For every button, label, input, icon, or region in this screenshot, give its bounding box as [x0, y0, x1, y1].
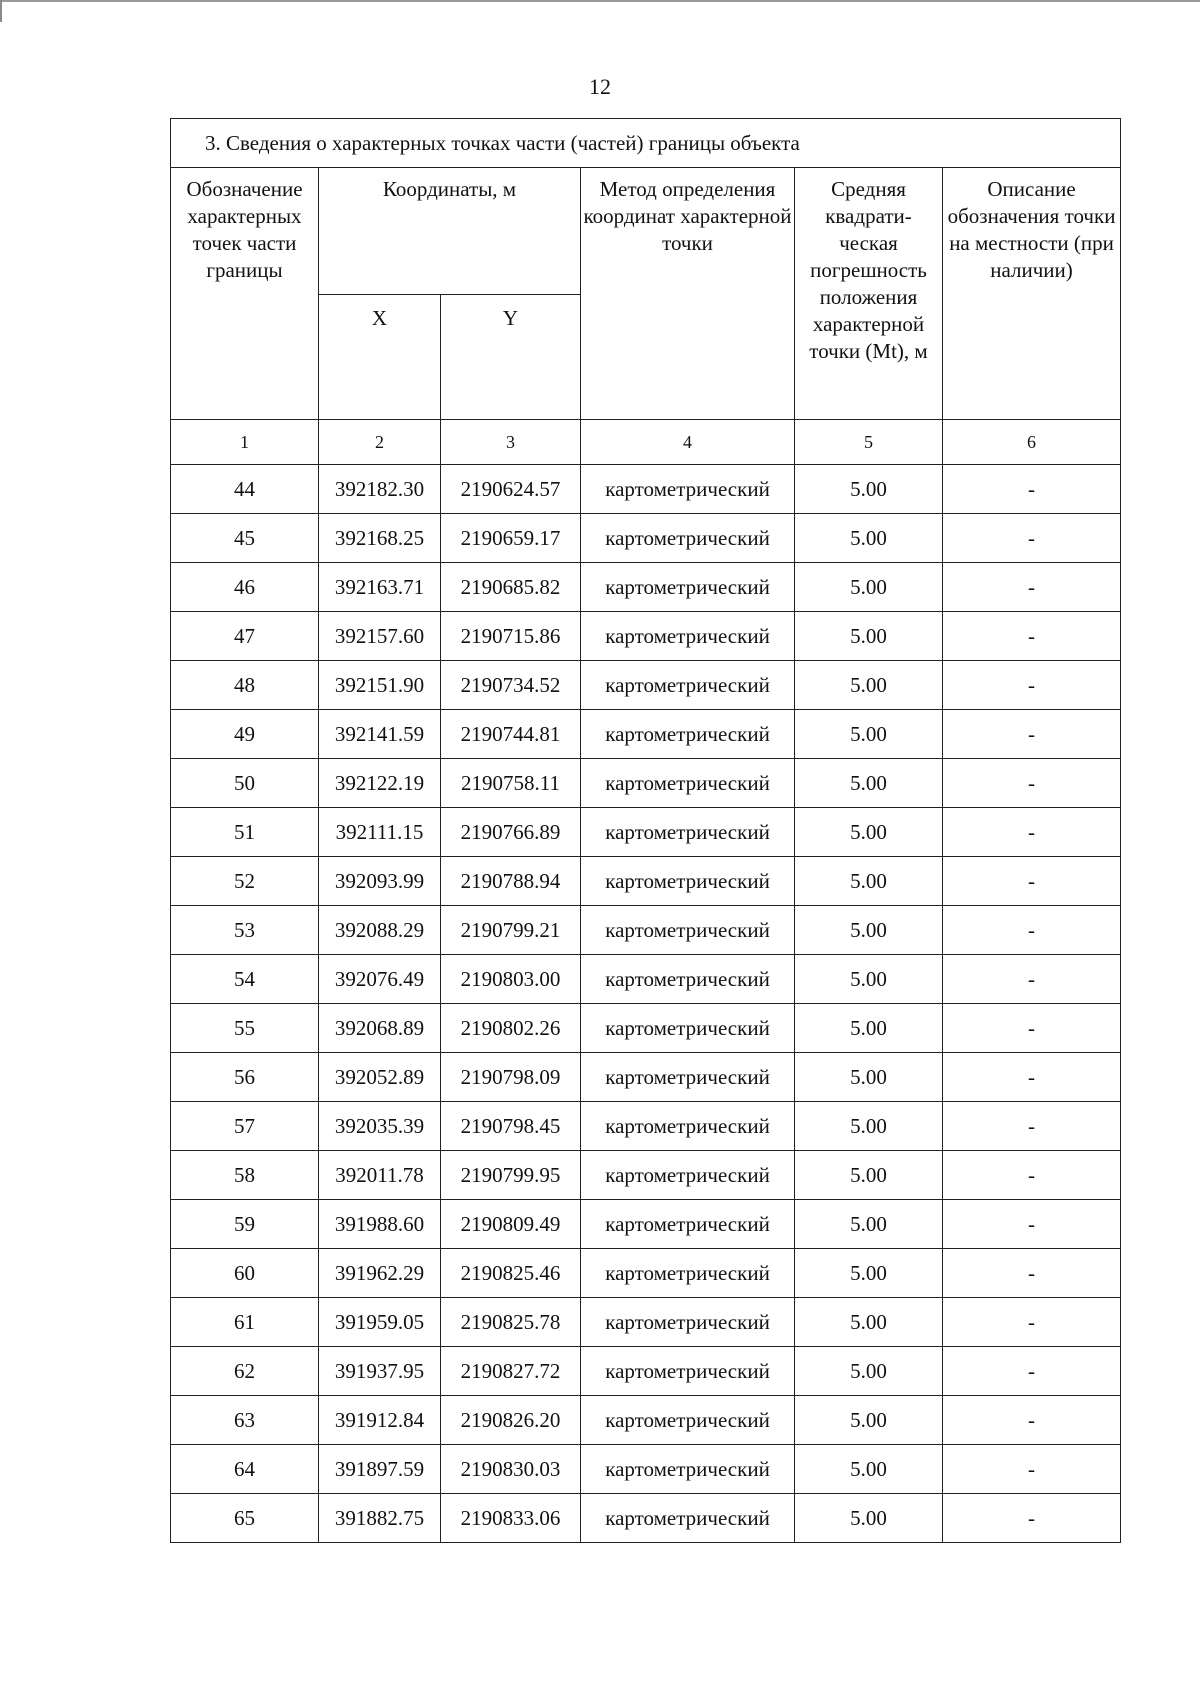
method-cell: картометрический	[581, 759, 795, 808]
column-number: 4	[581, 420, 795, 465]
description-cell: -	[943, 710, 1121, 759]
point-number-cell: 62	[171, 1347, 319, 1396]
boundary-points-table	[170, 118, 1121, 1543]
method-cell: картометрический	[581, 808, 795, 857]
point-number-cell: 48	[171, 661, 319, 710]
x-coordinate-cell: 392157.60	[319, 612, 441, 661]
table-row	[171, 759, 1121, 808]
table-row	[171, 563, 1121, 612]
method-cell: картометрический	[581, 465, 795, 514]
x-coordinate-cell: 392111.15	[319, 808, 441, 857]
error-cell: 5.00	[795, 465, 943, 514]
method-cell: картометрический	[581, 1053, 795, 1102]
method-cell: картометрический	[581, 1298, 795, 1347]
description-cell: -	[943, 1396, 1121, 1445]
method-cell: картометрический	[581, 1151, 795, 1200]
y-coordinate-cell: 2190758.11	[441, 759, 581, 808]
column-number: 1	[171, 420, 319, 465]
method-cell: картометрический	[581, 1347, 795, 1396]
table-row	[171, 906, 1121, 955]
method-cell: картометрический	[581, 710, 795, 759]
y-coordinate-cell: 2190766.89	[441, 808, 581, 857]
description-cell: -	[943, 1200, 1121, 1249]
method-cell: картометрический	[581, 563, 795, 612]
method-cell: картометрический	[581, 612, 795, 661]
description-cell: -	[943, 1102, 1121, 1151]
y-coordinate-cell: 2190802.26	[441, 1004, 581, 1053]
header-mean-square-error: Средняя квадрати-ческая погрешность положения характерной точки (Mt), м	[795, 168, 943, 420]
point-number-cell: 63	[171, 1396, 319, 1445]
point-number-cell: 58	[171, 1151, 319, 1200]
error-cell: 5.00	[795, 857, 943, 906]
description-cell: -	[943, 612, 1121, 661]
description-cell: -	[943, 1494, 1121, 1543]
y-coordinate-cell: 2190685.82	[441, 563, 581, 612]
method-cell: картометрический	[581, 1200, 795, 1249]
point-number-cell: 55	[171, 1004, 319, 1053]
description-cell: -	[943, 1053, 1121, 1102]
column-number-row	[171, 420, 1121, 465]
error-cell: 5.00	[795, 710, 943, 759]
point-number-cell: 46	[171, 563, 319, 612]
x-coordinate-cell: 391912.84	[319, 1396, 441, 1445]
column-number: 2	[319, 420, 441, 465]
error-cell: 5.00	[795, 612, 943, 661]
x-coordinate-cell: 392093.99	[319, 857, 441, 906]
table-row	[171, 710, 1121, 759]
error-cell: 5.00	[795, 1347, 943, 1396]
header-coordinates: Координаты, м	[319, 168, 581, 295]
table-row	[171, 1102, 1121, 1151]
error-cell: 5.00	[795, 906, 943, 955]
method-cell: картометрический	[581, 1102, 795, 1151]
table-row	[171, 1396, 1121, 1445]
point-number-cell: 44	[171, 465, 319, 514]
description-cell: -	[943, 808, 1121, 857]
description-cell: -	[943, 1249, 1121, 1298]
column-number: 5	[795, 420, 943, 465]
point-number-cell: 64	[171, 1445, 319, 1494]
y-coordinate-cell: 2190833.06	[441, 1494, 581, 1543]
error-cell: 5.00	[795, 1053, 943, 1102]
y-coordinate-cell: 2190798.45	[441, 1102, 581, 1151]
point-number-cell: 57	[171, 1102, 319, 1151]
method-cell: картометрический	[581, 906, 795, 955]
scan-left-mark	[0, 0, 2, 22]
scan-top-edge	[0, 0, 1200, 2]
description-cell: -	[943, 563, 1121, 612]
description-cell: -	[943, 465, 1121, 514]
point-number-cell: 49	[171, 710, 319, 759]
method-cell: картометрический	[581, 1004, 795, 1053]
page-number: 12	[589, 74, 611, 99]
header-method: Метод определения координат характерной точки	[581, 168, 795, 420]
x-coordinate-cell: 392163.71	[319, 563, 441, 612]
point-number-cell: 51	[171, 808, 319, 857]
table-row	[171, 1347, 1121, 1396]
description-cell: -	[943, 955, 1121, 1004]
column-number: 3	[441, 420, 581, 465]
point-number-cell: 61	[171, 1298, 319, 1347]
method-cell: картометрический	[581, 1445, 795, 1494]
table-row	[171, 661, 1121, 710]
table-row	[171, 857, 1121, 906]
x-coordinate-cell: 392168.25	[319, 514, 441, 563]
x-coordinate-cell: 391937.95	[319, 1347, 441, 1396]
y-coordinate-cell: 2190659.17	[441, 514, 581, 563]
y-coordinate-cell: 2190734.52	[441, 661, 581, 710]
y-coordinate-cell: 2190624.57	[441, 465, 581, 514]
description-cell: -	[943, 1347, 1121, 1396]
error-cell: 5.00	[795, 563, 943, 612]
error-cell: 5.00	[795, 808, 943, 857]
error-cell: 5.00	[795, 1494, 943, 1543]
y-coordinate-cell: 2190799.21	[441, 906, 581, 955]
table-row	[171, 1249, 1121, 1298]
error-cell: 5.00	[795, 1200, 943, 1249]
point-number-cell: 47	[171, 612, 319, 661]
y-coordinate-cell: 2190788.94	[441, 857, 581, 906]
x-coordinate-cell: 391962.29	[319, 1249, 441, 1298]
y-coordinate-cell: 2190827.72	[441, 1347, 581, 1396]
table-body	[171, 465, 1121, 1543]
column-number: 6	[943, 420, 1121, 465]
method-cell: картометрический	[581, 857, 795, 906]
table-row	[171, 514, 1121, 563]
header-point-designation: Обозначение характерных точек части границы	[171, 168, 319, 420]
description-cell: -	[943, 857, 1121, 906]
method-cell: картометрический	[581, 514, 795, 563]
point-number-cell: 45	[171, 514, 319, 563]
point-number-cell: 54	[171, 955, 319, 1004]
error-cell: 5.00	[795, 1396, 943, 1445]
y-coordinate-cell: 2190799.95	[441, 1151, 581, 1200]
description-cell: -	[943, 1445, 1121, 1494]
description-cell: -	[943, 1298, 1121, 1347]
method-cell: картометрический	[581, 955, 795, 1004]
point-number-cell: 65	[171, 1494, 319, 1543]
table-row	[171, 465, 1121, 514]
x-coordinate-cell: 392076.49	[319, 955, 441, 1004]
section-title: 3. Сведения о характерных точках части (частей) границы объекта	[171, 119, 1121, 168]
y-coordinate-cell: 2190830.03	[441, 1445, 581, 1494]
error-cell: 5.00	[795, 1102, 943, 1151]
table-row	[171, 1494, 1121, 1543]
x-coordinate-cell: 391897.59	[319, 1445, 441, 1494]
point-number-cell: 59	[171, 1200, 319, 1249]
method-cell: картометрический	[581, 661, 795, 710]
header-x: X	[319, 295, 441, 420]
method-cell: картометрический	[581, 1396, 795, 1445]
y-coordinate-cell: 2190825.46	[441, 1249, 581, 1298]
point-number-cell: 52	[171, 857, 319, 906]
description-cell: -	[943, 906, 1121, 955]
error-cell: 5.00	[795, 759, 943, 808]
point-number-cell: 56	[171, 1053, 319, 1102]
header-y: Y	[441, 295, 581, 420]
x-coordinate-cell: 392122.19	[319, 759, 441, 808]
x-coordinate-cell: 391882.75	[319, 1494, 441, 1543]
y-coordinate-cell: 2190809.49	[441, 1200, 581, 1249]
point-number-cell: 50	[171, 759, 319, 808]
x-coordinate-cell: 392151.90	[319, 661, 441, 710]
error-cell: 5.00	[795, 1445, 943, 1494]
table-row	[171, 955, 1121, 1004]
y-coordinate-cell: 2190825.78	[441, 1298, 581, 1347]
y-coordinate-cell: 2190715.86	[441, 612, 581, 661]
x-coordinate-cell: 392011.78	[319, 1151, 441, 1200]
table-row	[171, 1200, 1121, 1249]
y-coordinate-cell: 2190798.09	[441, 1053, 581, 1102]
description-cell: -	[943, 661, 1121, 710]
method-cell: картометрический	[581, 1249, 795, 1298]
table-row	[171, 1004, 1121, 1053]
error-cell: 5.00	[795, 1151, 943, 1200]
error-cell: 5.00	[795, 514, 943, 563]
x-coordinate-cell: 392052.89	[319, 1053, 441, 1102]
x-coordinate-cell: 391988.60	[319, 1200, 441, 1249]
table-row	[171, 1298, 1121, 1347]
point-number-cell: 53	[171, 906, 319, 955]
description-cell: -	[943, 759, 1121, 808]
table-row	[171, 808, 1121, 857]
y-coordinate-cell: 2190826.20	[441, 1396, 581, 1445]
error-cell: 5.00	[795, 1298, 943, 1347]
error-cell: 5.00	[795, 955, 943, 1004]
x-coordinate-cell: 392141.59	[319, 710, 441, 759]
y-coordinate-cell: 2190744.81	[441, 710, 581, 759]
description-cell: -	[943, 1151, 1121, 1200]
table-row	[171, 612, 1121, 661]
table-row	[171, 1445, 1121, 1494]
description-cell: -	[943, 514, 1121, 563]
y-coordinate-cell: 2190803.00	[441, 955, 581, 1004]
header-description: Описание обозначения точки на местности (при наличии)	[943, 168, 1121, 420]
table-row	[171, 1053, 1121, 1102]
error-cell: 5.00	[795, 1249, 943, 1298]
point-number-cell: 60	[171, 1249, 319, 1298]
x-coordinate-cell: 392068.89	[319, 1004, 441, 1053]
error-cell: 5.00	[795, 1004, 943, 1053]
error-cell: 5.00	[795, 661, 943, 710]
x-coordinate-cell: 392035.39	[319, 1102, 441, 1151]
table-row	[171, 1151, 1121, 1200]
method-cell: картометрический	[581, 1494, 795, 1543]
x-coordinate-cell: 392182.30	[319, 465, 441, 514]
description-cell: -	[943, 1004, 1121, 1053]
x-coordinate-cell: 392088.29	[319, 906, 441, 955]
x-coordinate-cell: 391959.05	[319, 1298, 441, 1347]
